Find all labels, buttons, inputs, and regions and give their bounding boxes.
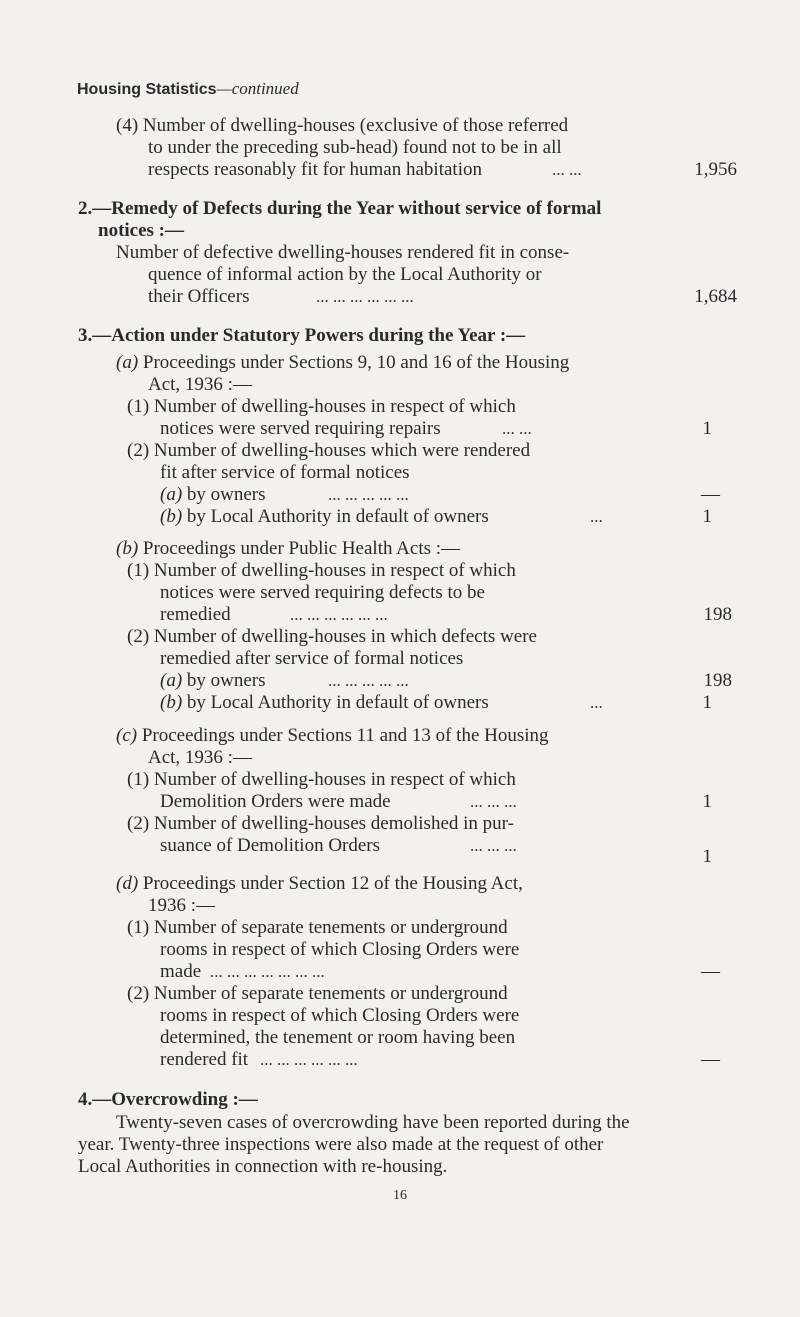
s2-line3: their Officers [148,286,250,307]
s3d-i2-line4: rendered fit [160,1049,249,1070]
s3a-i1-value: 1 [702,418,712,439]
page-number: 16 [393,1188,407,1203]
s3b-i2a-marker: (a) [160,670,183,691]
s3b-i2b-row [160,692,489,714]
s3a-i2b-value: 1 [702,506,712,527]
s3a-i2a-value: — [701,484,720,505]
s4-line3: Local Authorities in connection with re-housing. [78,1156,448,1177]
s3b-i1-line1: (1) Number of dwelling-houses in respect of which [127,560,516,581]
leader-dots: ... [590,693,603,712]
s2-heading-line2: notices :— [98,220,185,241]
leader-dots: ... ... ... ... ... ... [290,605,388,624]
s3b-i2b-value: 1 [702,692,712,713]
s3b-line1 [116,538,460,560]
s3c-i2-value: 1 [702,846,712,867]
s3c-i1-line1: (1) Number of dwelling-houses in respect of which [127,769,516,790]
s3a-i2-line1: (2) Number of dwelling-houses which were rendered [127,440,531,461]
s3c-marker: (c) [116,725,138,746]
s3d-line2: 1936 :— [148,895,216,916]
s3b-i2a-value: 198 [703,670,732,691]
s3-heading: 3.—Action under Statutory Powers during the Year :— [78,325,526,346]
leader-dots: ... ... [502,419,532,438]
s3c-i1-value: 1 [702,791,712,812]
s3d-text: Proceedings under Section 12 of the Housing Act, [142,873,523,894]
s3d-marker: (d) [116,873,139,894]
s1-item4-line3: respects reasonably fit for human habitation [148,159,482,180]
s3a-i2-line2: fit after service of formal notices [160,462,410,483]
s2-heading-line1: 2.—Remedy of Defects during the Year without service of formal [78,198,602,219]
s3d-i2-line3: determined, the tenement or room having been [160,1027,516,1048]
s3d-i2-line2: rooms in respect of which Closing Orders were [160,1005,520,1026]
s4-line2: year. Twenty-three inspections were also made at the request of other [78,1134,604,1155]
s3d-i2-value: — [701,1049,720,1070]
leader-dots: ... [590,507,603,526]
s3b-i2a-label: by owners [186,670,266,691]
s3b-i1-line2: notices were served requiring defects to be [160,582,485,603]
s2-line2: quence of informal action by the Local Authority or [148,264,542,285]
s3a-i2b-row [160,506,489,528]
leader-dots: ... ... ... [470,792,517,811]
s3d-line1 [116,873,523,895]
leader-dots: ... ... ... ... ... ... ... [210,962,325,981]
s3c-line2: Act, 1936 :— [148,747,252,768]
header-title: Housing Statistics [77,81,217,98]
s3b-marker: (b) [116,538,139,559]
s3b-i1-value: 198 [703,604,732,625]
s3c-line1 [116,725,549,747]
s3d-i1-line2: rooms in respect of which Closing Orders were [160,939,520,960]
header-continued: —continued [216,79,299,98]
s3a-i2a-row [160,484,266,506]
s3b-i2b-marker: (b) [160,692,183,713]
leader-dots: ... ... ... ... ... ... [316,287,414,306]
s3a-marker: (a) [116,352,139,373]
page-header [77,78,299,101]
s3c-i2-line2: suance of Demolition Orders [160,835,381,856]
s3b-i2a-row [160,670,266,692]
s3c-text: Proceedings under Sections 11 and 13 of the Housing [141,725,549,746]
s3b-i2-line1: (2) Number of dwelling-houses in which defects were [127,626,537,647]
s2-line1: Number of defective dwelling-houses rendered fit in conse- [116,242,570,263]
s4-line1: Twenty-seven cases of overcrowding have been reported during the [116,1112,630,1133]
s3d-i1-value: — [701,961,720,982]
s3a-text: Proceedings under Sections 9, 10 and 16 of the Housing [142,352,570,373]
s3a-i1-line1: (1) Number of dwelling-houses in respect of which [127,396,516,417]
s3a-i2b-marker: (b) [160,506,183,527]
s3b-text: Proceedings under Public Health Acts :— [142,538,461,559]
s2-value: 1,684 [694,286,737,307]
s3a-line2: Act, 1936 :— [148,374,252,395]
s3b-i2b-label: by Local Authority in default of owners [186,692,489,713]
s3b-i2-line2: remedied after service of formal notices [160,648,464,669]
s3b-i1-line3: remedied [160,604,231,625]
leader-dots: ... ... ... ... ... ... [260,1050,358,1069]
s3c-i1-line2: Demolition Orders were made [160,791,391,812]
s3d-i2-line1: (2) Number of separate tenements or underground [127,983,508,1004]
leader-dots: ... ... ... [470,836,517,855]
s3c-i2-line1: (2) Number of dwelling-houses demolished in pur- [127,813,514,834]
leader-dots: ... ... [552,160,582,179]
s1-item4-line2: to under the preceding sub-head) found not to be in all [148,137,562,158]
s3d-i1-line1: (1) Number of separate tenements or underground [127,917,508,938]
leader-dots: ... ... ... ... ... [328,671,409,690]
s1-item4-line1: (4) Number of dwelling-houses (exclusive of those referred [116,115,569,136]
s3a-line1 [116,352,569,374]
s3d-i1-line3: made [160,961,202,982]
s3a-i2a-marker: (a) [160,484,183,505]
s1-item4-value: 1,956 [694,159,737,180]
s3a-i1-line2: notices were served requiring repairs [160,418,441,439]
s3a-i2a-label: by owners [186,484,266,505]
s4-heading: 4.—Overcrowding :— [78,1089,258,1110]
s3a-i2b-label: by Local Authority in default of owners [186,506,489,527]
leader-dots: ... ... ... ... ... [328,485,409,504]
